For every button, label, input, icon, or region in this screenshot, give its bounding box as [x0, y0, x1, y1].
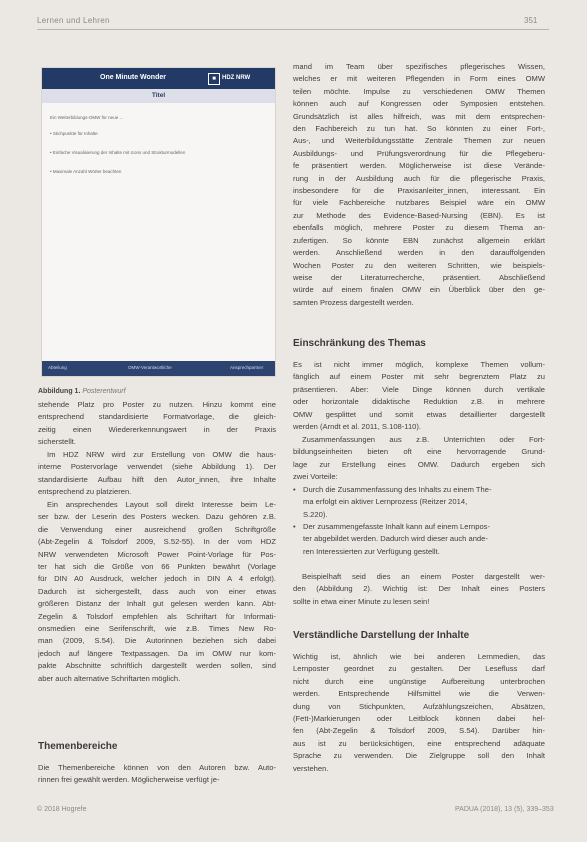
- text-line: zur Methode des Evidence-Based-Nursing (EBN). Es ist: [293, 210, 545, 220]
- text-line: zeitig einen Wiedererkennungswert in der Praxis: [38, 424, 276, 434]
- text-line: werden. Entsprechende Hilfsmittel wie die Verwen-: [293, 689, 545, 699]
- text-line: verstehen.: [293, 763, 329, 773]
- poster-intro: Ein Weiterbildungs-OMW für neue ...: [50, 115, 124, 120]
- text-line: größeren Distanz der Inhalt gut gelesen werden kann. Abt-: [38, 599, 276, 609]
- text-line: teilen möchte. Impulse zu verschiedenen OMW Themen: [293, 86, 545, 96]
- poster-title: Titel: [151, 92, 166, 99]
- section-heading: Themenbereiche: [38, 741, 118, 752]
- text-line: (Abt-Zegelin & Tolsdorf 2009, S.52-55). In der vom HDZ: [38, 537, 276, 547]
- poster-footer-item: OMW-Verantwortliche: [128, 365, 172, 370]
- poster-banner: [42, 68, 275, 89]
- text-line: Wochen Poster zu den weiteren Schritten, wie beispiels-: [293, 260, 545, 270]
- list-item: [293, 521, 545, 558]
- text-line: jedoch auf längere Textpassagen. Da im OMW nur kom-: [38, 648, 276, 658]
- paragraph: [293, 434, 545, 484]
- text-line: Lernposter geordnet zu gestalten. Der Lesefluss darf: [293, 664, 545, 674]
- poster-footer-item: Abteilung: [48, 365, 67, 370]
- text-line: mand im Team über spezifisches pflegerisches Wissen,: [293, 62, 545, 71]
- paragraph: [293, 651, 545, 775]
- text-line: Aus-, und Weiterbildungsstätte Zentrale Themen zur neuen: [293, 136, 545, 146]
- text-line: Zusammenfassungen aus z.B. Unterrichten oder Fort-: [302, 435, 545, 444]
- logo-icon: ■: [208, 73, 220, 85]
- text-line: (Fett-)Markierungen oder Leitblock können dabei hel-: [293, 714, 545, 724]
- text-line: Ein ansprechendes Layout soll direkt Interesse beim Le-: [47, 500, 276, 509]
- text-line: sollte in etwa einer Minute zu lesen sein!: [293, 596, 430, 606]
- poster-logo-text: HDZ NRW: [222, 75, 251, 81]
- header-rule: [37, 29, 549, 30]
- text-line: ebenfalls möglich, mehrere Poster zu diesem Thema an-: [293, 223, 545, 233]
- bullet-icon: •: [293, 522, 296, 531]
- text-line: werden. Anschließend werden in den darauffolgenden: [293, 248, 545, 258]
- paragraph: [38, 762, 276, 787]
- text-line: fänglich auf einem Poster mit sehr begrenztem Platz zu: [293, 372, 545, 382]
- text-line: werden (Arndt et al. 2011, S.108-110).: [293, 422, 422, 432]
- text-line: ren Interessierten zur Verfügung gestellt.: [303, 546, 440, 556]
- poster-footer: [42, 361, 275, 376]
- text-line: weise der Literaturrecherche, präsentiert. Abschließend: [293, 272, 545, 282]
- text-line: zwei Vorteile:: [293, 472, 338, 482]
- poster-bullet: • Maximale Anzahl Wörter beachten: [50, 169, 122, 174]
- text-line: oder horizontale didaktische Reduktion z.B. in mehrere: [293, 397, 545, 407]
- text-line: Die Themenbereiche können von den Autoren bzw. Auto-: [38, 763, 276, 772]
- text-line: können auch auf Kongressen oder Symposien entstehen.: [293, 99, 545, 109]
- text-line: Dadurch ist sichergestellt, dass auch von einer etwas: [38, 586, 276, 596]
- paragraph: [38, 499, 276, 685]
- text-line: entsprechend zu platzieren.: [38, 487, 132, 497]
- text-line: für DIN A0 Ausdruck, welcher jedoch in DIN A 4 erfolgt).: [38, 574, 276, 584]
- text-line: den (Abbildung 2). Wichtig ist: Der Inhalt eines Posters: [293, 584, 545, 594]
- text-line: Ausbildungs- und Prüfungsverordnung für die Pflegeberu-: [293, 148, 545, 158]
- footer-copyright: © 2018 Hogrefe: [37, 806, 87, 813]
- text-line: Wichtig ist, ähnlich wie bei anderen Lernmedien, das: [293, 652, 545, 661]
- text-line: rung in der Ausbildung auch für die pflegerische Praxis,: [293, 173, 545, 183]
- text-line: den Fachbereich zu tun hat. So könnten zu einer Fort-,: [293, 124, 545, 134]
- text-line: fe präsentiert werden. Möglicherweise ist diese Verände-: [293, 161, 545, 171]
- paragraph: [293, 571, 545, 608]
- text-line: interne Postervorlage verwendet (siehe Abbildung 1). Der: [38, 462, 276, 472]
- section-heading: Einschränkung des Themas: [293, 338, 426, 349]
- text-line: ser bzw. der Leserin des Posters wecken. Dazu gehören z.B.: [38, 512, 276, 522]
- text-line: samten Prozess dargestellt werden.: [293, 297, 414, 307]
- text-line: ma erfolgt ein aktiver Lernprozess (Reitzer 2014,: [303, 497, 468, 507]
- text-line: Durch die Zusammenfassung des Inhalts zu einem The-: [303, 485, 492, 494]
- text-line: OMW gesplittet und somit etwas detaillierter dargestellt: [293, 409, 545, 419]
- text-line: S.220).: [303, 509, 328, 519]
- paragraph: [38, 399, 276, 449]
- caption-text: Posterentwurf: [82, 388, 126, 395]
- text-line: zufertigen. So könnte EBN zunächst allgemein erklärt: [293, 235, 545, 245]
- poster-footer-item: Ansprechpartner: [230, 365, 264, 370]
- list-item: [293, 484, 545, 521]
- text-line: dung von Stichpunkten, Aufzählungszeichen, Absätzen,: [293, 701, 545, 711]
- running-header: Lernen und Lehren: [37, 16, 110, 25]
- text-line: würde auf einem finalen OMW ein Überblick über den ge-: [293, 285, 545, 295]
- text-line: aber auch alternative Schriftarten möglich.: [38, 673, 181, 683]
- text-line: bildungseinheiten bieten oft eine hervorragende Grund-: [293, 447, 545, 457]
- text-line: für viele Fachbereiche nutzbares Beispiel wäre ein OMW: [293, 198, 545, 208]
- text-line: standardisierte Aufbau hilft den Autor_innen, ihre Inhalte: [38, 474, 276, 484]
- text-line: welches er mit weiteren Pflegenden in Form eines OMW: [293, 74, 545, 84]
- text-line: Es ist nicht immer möglich, komplexe Themen vollum-: [293, 360, 545, 369]
- footer-citation: PADUA (2018), 13 (5), 339–353: [455, 806, 554, 813]
- text-line: rinnen frei gewählt werden. Möglicherweise verfügt je-: [38, 775, 220, 785]
- text-line: präsentieren. Aber: Viele Dinge können durch vertikale: [293, 384, 545, 394]
- text-line: aus ist zu berücksichtigen, eine entsprechend adäquate: [293, 738, 545, 748]
- text-line: Sprache zu verwenden. Die Zielgruppe soll den Inhalt: [293, 751, 545, 761]
- text-line: stehende Platz pro Poster zu nutzen. Hinzu kommt eine: [38, 400, 276, 409]
- text-line: fen (Abt-Zegelin & Tolsdorf 2009, S.54). Darüber hin-: [293, 726, 545, 736]
- caption-label: Abbildung 1.: [38, 388, 81, 395]
- figure-caption: [38, 388, 126, 395]
- text-line: nicht durch eine ungünstige Aufbereitung unterbrochen: [293, 676, 545, 686]
- paragraph: [38, 449, 276, 499]
- poster-banner-title: One Minute Wonder: [100, 74, 166, 81]
- text-line: lage zur Erstellung eines OMW. Dadurch ergeben sich: [293, 459, 545, 469]
- text-line: Beispielhaft seid dies an einem Poster dargestellt wer-: [302, 572, 545, 581]
- text-line: ter abgebildet werden. Dadurch wird dieser auch ande-: [303, 534, 488, 544]
- paragraph: [293, 61, 545, 309]
- section-heading: Verständliche Darstellung der Inhalte: [293, 630, 470, 641]
- text-line: Grundsätzlich ist alles hilfreich, was mit dem entsprechen-: [293, 111, 545, 121]
- text-line: man (2009, S.54). Die Autorinnen beziehen sich dabei: [38, 636, 276, 646]
- text-line: NRW verwendeten Microsoft Power Point-Vorlage für Pos-: [38, 549, 276, 559]
- page-number: 351: [524, 16, 538, 25]
- text-line: entsprechend standardisierte Formatvorlage, die gleich-: [38, 412, 276, 422]
- paragraph: [293, 359, 545, 433]
- text-line: insbesondere für die Praxisanleiter_innen, interessant. Ein: [293, 186, 545, 196]
- bullet-icon: •: [293, 485, 296, 494]
- text-line: sicherstellt.: [38, 437, 76, 447]
- text-line: ter hat sich die Größe von 66 Punkten bewährt (Vorlage: [38, 562, 276, 572]
- text-line: die Verwendung einer ausreichend großen Schriftgröße: [38, 524, 276, 534]
- poster-figure: [41, 67, 276, 377]
- poster-bullet: • Stichpunkte für Inhalte: [50, 131, 98, 136]
- text-line: Im HDZ NRW wird zur Erstellung von OMW die haus-: [47, 450, 276, 459]
- poster-title-bar: [42, 89, 275, 103]
- text-line: Der zusammengefasste Inhalt kann auf einem Lernpos-: [303, 522, 490, 531]
- text-line: Zegelin & Tolsdorf empfehlen als Schriftart für Informati-: [38, 611, 276, 621]
- poster-bullet: • Einfache Visualisierung der Inhalte mit Icons und Strukturmodellen: [50, 150, 186, 155]
- text-line: pakte Abschnitte schriftlich dargestellt werden sollen, sind: [38, 661, 276, 671]
- text-line: onsmedien eine Serifenschrift, wie z.B. Times New Ro-: [38, 624, 276, 634]
